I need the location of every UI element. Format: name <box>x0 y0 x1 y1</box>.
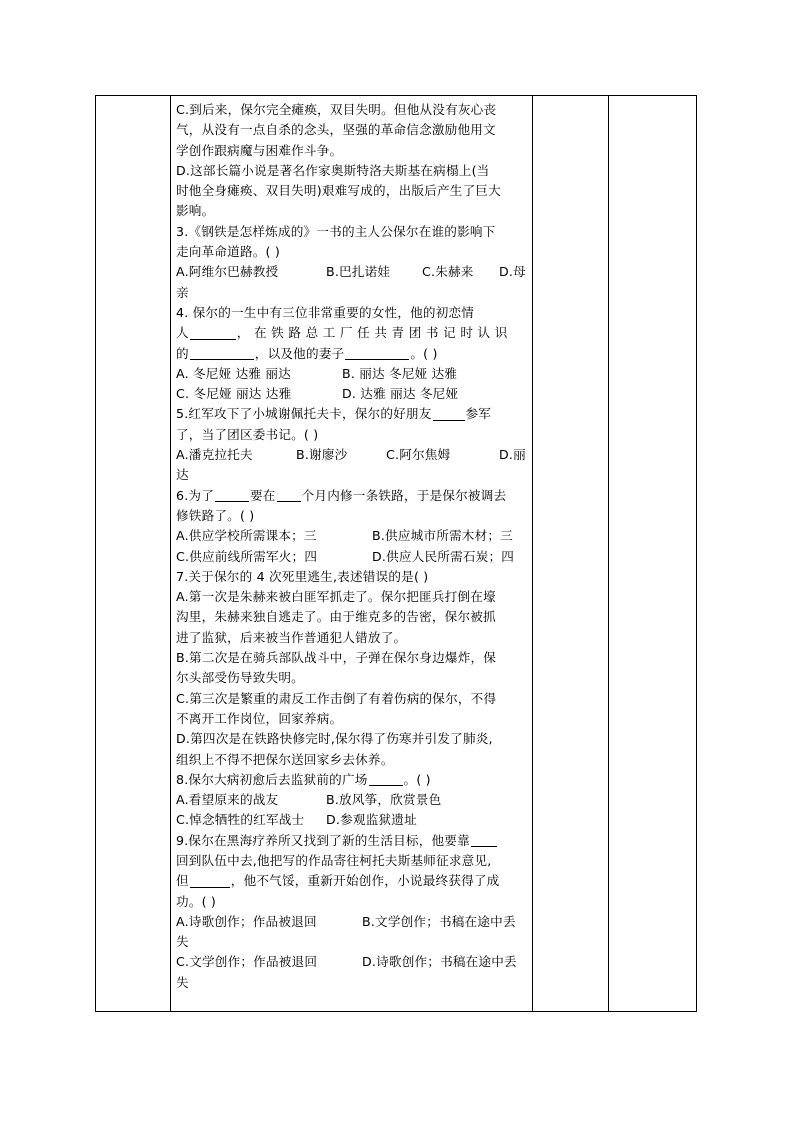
q3-options <box>176 262 530 282</box>
q9-options <box>176 952 530 972</box>
q6-option-c: C.供应前线所需军火；四 <box>176 548 318 564</box>
q9-option-b-wrap: 失 <box>176 934 189 950</box>
q9-stem: 但 ，他不气馁，重新开始创作，小说最终获得了成 <box>176 873 500 889</box>
q5-stem: 了，当了团区委书记。( ) <box>176 426 319 442</box>
q4-option-c: C. 冬尼娅 丽达 达雅 <box>176 386 292 402</box>
q4-stem: 的 ，以及他的妻子 。( ) <box>176 345 438 361</box>
answer-blank[interactable] <box>369 773 403 786</box>
q6-option-a: A.供应学校所需课本；三 <box>176 528 317 544</box>
q9-option-d-wrap: 失 <box>176 974 189 990</box>
q6-option-b: B.供应城市所需木材；三 <box>372 528 513 544</box>
q7-option-b-line: B.第二次是在骑兵部队战斗中，子弹在保尔身边爆炸，保 <box>176 650 497 666</box>
q4-stem: 人 ，在铁路总工厂任共青团书记时认识 <box>176 325 512 341</box>
q5-stem: 5.红军攻下了小城谢佩托夫卡，保尔的好朋友 参军 <box>176 406 492 422</box>
q4-option-b: B. 丽达 冬尼娅 达雅 <box>342 365 458 381</box>
q7-option-d-line: D.第四次是在铁路快修完时,保尔得了伤寒并引发了肺炎, <box>176 731 493 747</box>
q6-options <box>176 547 530 567</box>
q7-option-a-line: 进了监狱，后来被当作普通犯人错放了。 <box>176 629 407 645</box>
q2-option-d-line: D.这部长篇小说是著名作家奥斯特洛夫斯基在病榻上(当 <box>176 162 490 178</box>
q9-options <box>176 912 530 932</box>
worksheet-table <box>95 95 697 1012</box>
q8-options <box>176 810 530 830</box>
q3-option-b: B.巴扎诺娃 <box>326 264 391 280</box>
q9-option-b: B.文学创作；书稿在途中丢 <box>362 913 516 929</box>
q7-option-a-line: 沟里，朱赫来独自逃走了。由于维克多的告密，保尔被抓 <box>176 609 496 625</box>
q4-option-a: A. 冬尼娅 达雅 丽达 <box>176 365 291 381</box>
q5-option-c: C.阿尔焦姆 <box>386 447 451 463</box>
q3-option-a: A.阿维尔巴赫教授 <box>176 264 279 280</box>
q3-option-c: C.朱赫来 <box>422 264 474 280</box>
q2-option-d-line: 时他全身瘫痪、双目失明)艰难写成的，出版后产生了巨大 <box>176 183 501 199</box>
q8-option-b: B.放风筝，欣赏景色 <box>326 792 442 808</box>
q8-stem: 8.保尔大病初愈后去监狱前的广场 。( ) <box>176 771 431 787</box>
q7-option-c-line: C.第三次是繁重的肃反工作击倒了有着伤病的保尔，不得 <box>176 690 497 706</box>
q2-option-d-line: 影响。 <box>176 203 215 219</box>
q5-option-b: B.谢廖沙 <box>296 447 348 463</box>
q6-option-d: D.供应人民所需石炭；四 <box>372 548 515 564</box>
q5-options <box>176 445 530 465</box>
q5-option-d-wrap: 达 <box>176 467 189 483</box>
q2-option-c-line: 学创作跟病魔与困难作斗争。 <box>176 142 343 158</box>
q8-options <box>176 790 530 810</box>
answer-blank[interactable] <box>190 347 254 360</box>
q9-option-c: C.文学创作；作品被退回 <box>176 954 318 970</box>
q9-stem: 功。( ) <box>176 893 217 909</box>
q8-option-c: C.悼念牺牲的红军战士 <box>176 812 305 828</box>
answer-blank[interactable] <box>215 489 249 502</box>
column-divider-2 <box>532 96 533 1011</box>
q2-option-c-line: C.到后来，保尔完全瘫痪，双目失明。但他从没有灰心丧 <box>176 102 497 117</box>
column-divider-1 <box>170 96 171 1011</box>
q5-option-a: A.潘克拉托夫 <box>176 447 253 463</box>
q7-stem: 7.关于保尔的 4 次死里逃生,表述错误的是( ) <box>176 568 429 584</box>
q7-option-d-line: 组织上不得不把保尔送回家乡去休养。 <box>176 751 394 767</box>
q7-option-b-line: 尔头部受伤导致失明。 <box>176 670 304 686</box>
q6-options <box>176 526 530 546</box>
q3-stem: 走向革命道路。( ) <box>176 244 280 260</box>
q3-option-d-wrap: 亲 <box>176 284 189 300</box>
q9-option-d: D.诗歌创作；书稿在途中丢 <box>362 954 517 970</box>
answer-blank[interactable] <box>190 875 230 888</box>
q7-option-c-line: 不离开工作岗位，回家养病。 <box>176 710 343 726</box>
q9-option-a: A.诗歌创作；作品被退回 <box>176 913 317 929</box>
answer-blank[interactable] <box>345 347 409 360</box>
column-divider-3 <box>608 96 609 1011</box>
q2-option-c-line: 气，从没有一点自杀的念头，坚强的革命信念激励他用文 <box>176 122 496 138</box>
answer-blank[interactable] <box>190 327 236 340</box>
q4-option-d: D. 达雅 丽达 冬尼娅 <box>342 386 459 402</box>
q8-option-a: A.看望原来的战友 <box>176 792 279 808</box>
q4-options <box>176 364 530 384</box>
q4-options <box>176 384 530 404</box>
answer-blank[interactable] <box>433 408 465 421</box>
q8-option-d: D.参观监狱遗址 <box>326 812 417 828</box>
answer-blank[interactable] <box>471 834 497 847</box>
q5-option-d: D.丽 <box>499 447 526 463</box>
q3-stem: 3.《钢铁是怎样炼成的》一书的主人公保尔在谁的影响下 <box>176 223 496 239</box>
q9-stem: 9.保尔在黑海疗养所又找到了新的生活目标，他要靠 <box>176 831 530 851</box>
q9-stem: 回到队伍中去,他把写的作品寄往柯托夫斯基师征求意见, <box>176 852 492 868</box>
q6-stem: 修铁路了。( ) <box>176 507 255 523</box>
question-content <box>176 100 530 993</box>
q7-option-a-line: A.第一次是朱赫来被白匪军抓走了。保尔把匪兵打倒在壕 <box>176 589 496 605</box>
q4-stem: 4. 保尔的一生中有三位非常重要的女性，他的初恋情 <box>176 304 475 320</box>
q6-stem: 6.为了 要在 个月内修一条铁路，于是保尔被调去 <box>176 487 507 503</box>
q3-option-d: D.母 <box>499 264 526 280</box>
answer-blank[interactable] <box>277 489 301 502</box>
